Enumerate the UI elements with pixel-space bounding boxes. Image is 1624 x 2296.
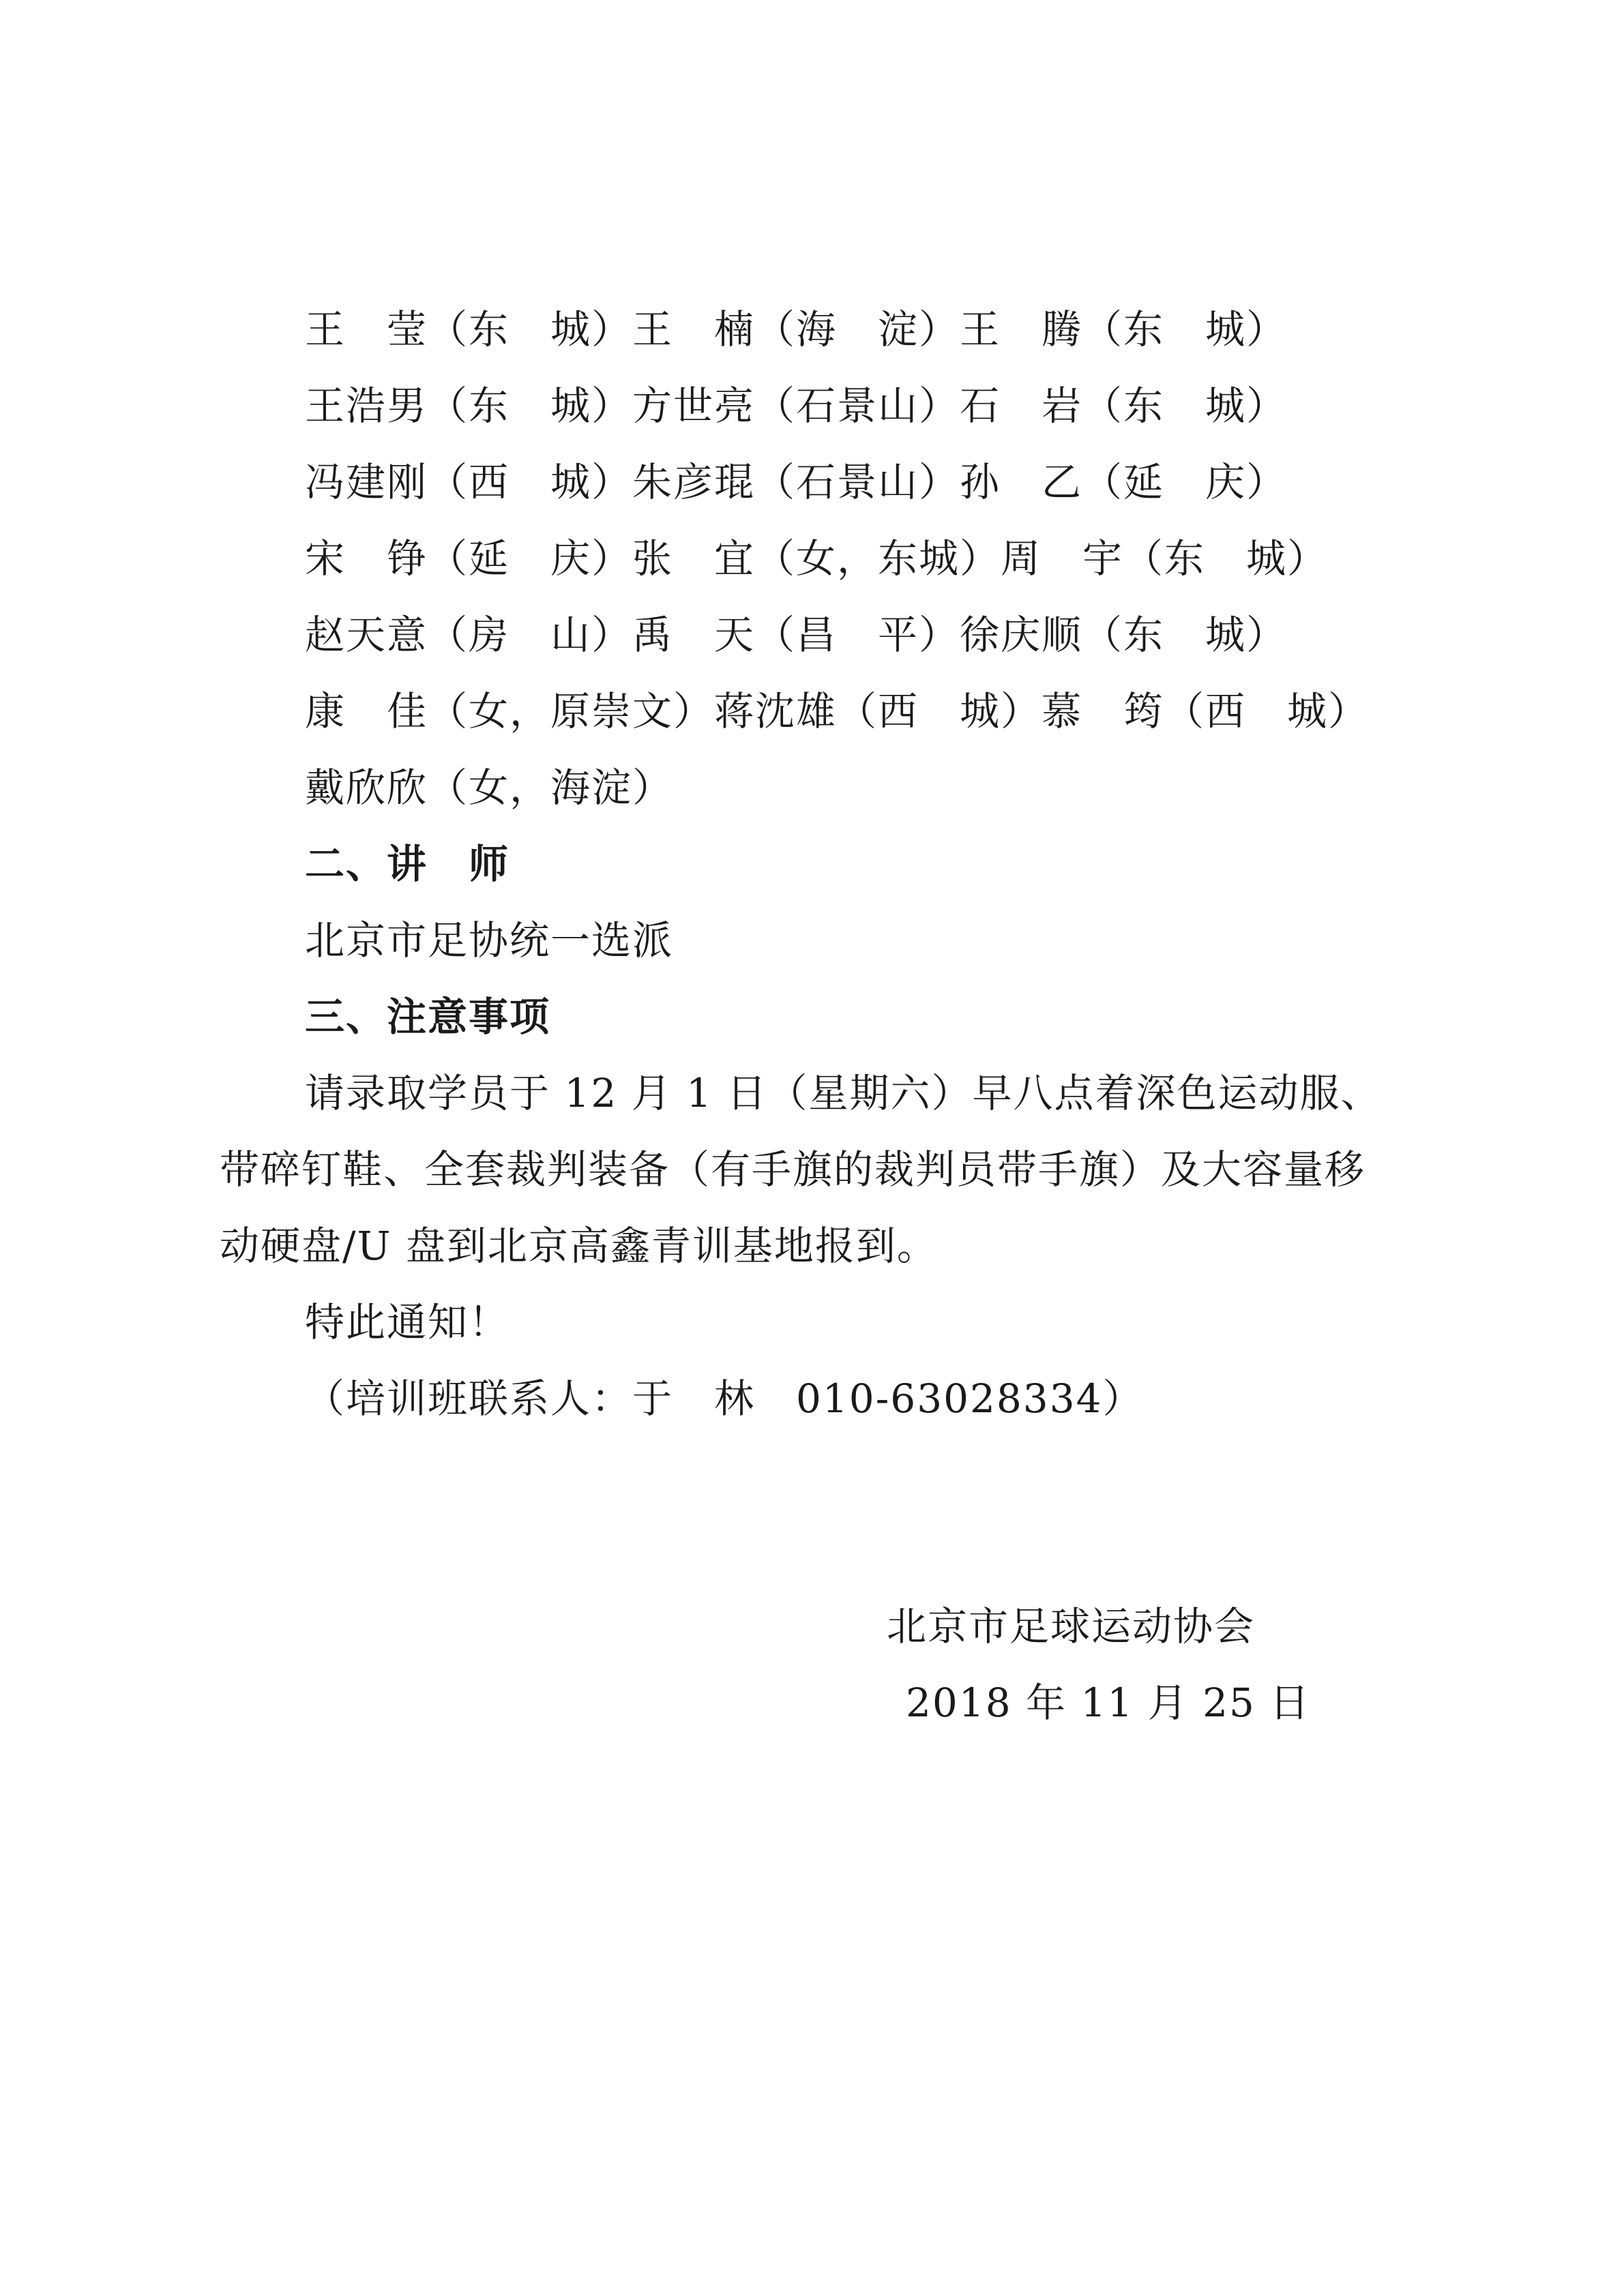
trainee-row: 王浩男（东 城）方世亮（石景山）石 岩（东 城） [305, 383, 1288, 429]
notes-paragraph-line: 带碎钉鞋、全套裁判装备（有手旗的裁判员带手旗）及大容量移 [220, 1146, 1366, 1193]
notes-heading: 三、注意事项 [305, 994, 551, 1040]
trainee-row: 冯建刚（西 城）朱彦琨（石景山）孙 乙（延 庆） [305, 459, 1288, 505]
notice-closing: 特此通知！ [305, 1299, 510, 1345]
trainee-row: 赵天意（房 山）禹 天（昌 平）徐庆顺（东 城） [305, 612, 1288, 658]
trainee-row: 戴欣欣（女，海淀） [305, 764, 674, 811]
trainee-row: 康 佳（女，原崇文）蒋沈雄（西 城）慕 筠（西 城） [305, 688, 1370, 734]
lecturer-text: 北京市足协统一选派 [305, 917, 674, 964]
lecturer-heading: 二、讲 师 [305, 841, 510, 887]
signature-org: 北京市足球运动协会 [887, 1603, 1256, 1650]
signature-date: 2018 年 11 月 25 日 [906, 1680, 1311, 1726]
trainee-row: 王 莹（东 城）王 楠（海 淀）王 腾（东 城） [305, 306, 1288, 353]
contact-info: （培训班联系人：于 林 010-63028334） [305, 1375, 1144, 1422]
notes-paragraph-line: 请录取学员于 12 月 1 日（星期六）早八点着深色运动服、 [305, 1070, 1382, 1116]
notes-paragraph-line: 动硬盘/U 盘到北京高鑫青训基地报到。 [220, 1223, 938, 1269]
trainee-row: 宋 铮（延 庆）张 宜（女，东城）周 宇（东 城） [305, 535, 1329, 582]
